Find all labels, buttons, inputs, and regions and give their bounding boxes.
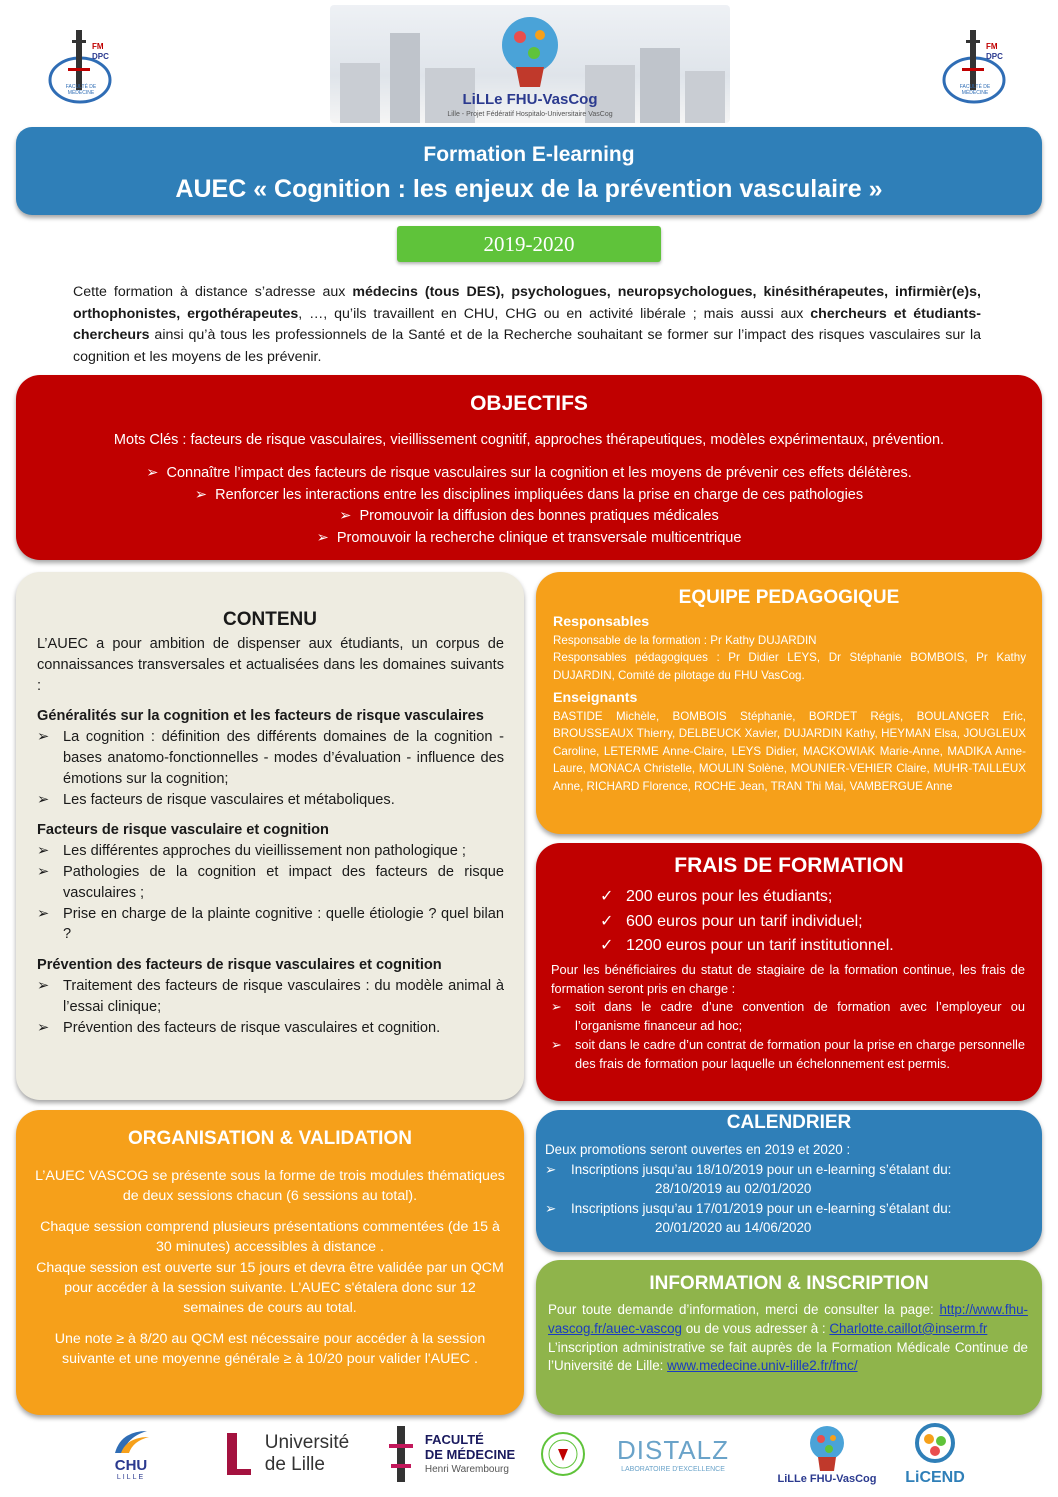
enseignants-list: BASTIDE Michèle, BOMBOIS Stéphanie, BORDET Régis, BOULANGER Eric, BROUSSEAUX Thierry, DELBEUCK Xavier, DUJARDIN Kathy, HEYMAN Elsa, JOUGLEUX Caroline, LETERME Anne-Claire, LEYS Didier, MACKOWIAK Marie-Anne, MADIKA Anne-Laure, MONACA Christelle, MOULIN Solène, MOUNIER-VEHIER Claire, MUHR-TAILLEUX Anne, RICHARD Florence, ROCHE Jean, TRAN Thi Mai, VAMBERGUE Anne <box>553 709 1026 793</box>
responsables-heading: Responsables <box>553 614 650 630</box>
list-item: ✓ 1200 euros pour un tarif institutionnel. <box>600 934 894 959</box>
contenu-intro: L’AUEC a pour ambition de dispenser aux étudiants, un corpus de connaissances transversales et actualisées dans les domaines suivants : <box>37 636 504 694</box>
dpc-label: DPC <box>92 52 109 61</box>
university-label-2: de Lille <box>264 1454 325 1475</box>
fhu-vascog-link[interactable]: http://www.fhu-vascog.fr/auec-vascog <box>548 1302 1028 1336</box>
list-item: ✓ 600 euros pour un tarif individuel; <box>600 910 894 935</box>
equipe-title: EQUIPE PEDAGOGIQUE <box>678 587 900 608</box>
association-seal-logo <box>538 1418 588 1490</box>
frais-title: FRAIS DE FORMATION <box>674 854 904 877</box>
list-item: ➢ La cognition : définition des différents domaines de la cognition - bases anatomo-fonctionnelles - modes d’évaluation - influence des émotions sur la cognition; <box>37 729 504 787</box>
list-item: ➢ Inscriptions jusqu’au 17/01/2019 pour un e-learning s’étalant du: 20/01/2020 au 14/06/2020 <box>545 1199 1035 1238</box>
arrow-bullet-icon: ➢ <box>194 486 216 503</box>
arrow-bullet-icon: ➢ <box>339 508 360 524</box>
intro-text-3: ainsi qu’à tous les professionnels de la Santé et de la Recherche souhaitant se former sur l’impact des risques vasculaires sur la cognition et les moyens de les prévenir. <box>73 327 981 365</box>
check-icon: ✓ <box>600 888 614 905</box>
arrow-bullet-icon: ➢ <box>316 529 337 546</box>
information-body: Pour toute demande d’information, merci de consulter la page: http://www.fhu-vascog.fr/auec-vascog ou de vous adresser à : Charlotte.caillot@inserm.fr L’inscription administrative se fait auprès de la Formation Médicale Continue de l’Université de Lille: www.medecine.univ-lille2.fr/fmc/ <box>548 1302 1028 1374</box>
chu-lille-logo <box>96 1418 166 1490</box>
contenu-title: CONTENU <box>223 609 317 630</box>
intro-audience: médecins (tous DES), psychologues, neuropsychologues, kinésithérapeutes, infirmièr(e)s, orthophonistes, ergothérapeutes <box>73 284 981 322</box>
chu-sub-label: LILLE <box>116 1474 146 1481</box>
information-title: INFORMATION & INSCRIPTION <box>649 1273 929 1294</box>
list-item: ➢ Promouvoir la recherche clinique et transversale multicentrique <box>316 529 742 546</box>
organisation-paragraph: Chaque session comprend plusieurs présentations commentées (de 15 à 30 minutes) accessibles à distance . <box>40 1218 500 1256</box>
contenu-box <box>16 572 524 1100</box>
universite-lille-logo <box>210 1418 360 1490</box>
arrow-bullet-icon: ➢ <box>37 1019 50 1036</box>
organisation-paragraph: Chaque session est ouverte sur 15 jours et devra être validée par un QCM pour accéder à la session suivante. L'AUEC s'étalera donc sur 12 semaines de cours au total. <box>36 1259 504 1317</box>
check-icon: ✓ <box>600 937 614 954</box>
university-label-1: Université <box>264 1432 350 1453</box>
list-item: ➢ soit dans le cadre d’un contrat de formation pour la prise en charge personnelle des frais de formation pour laquelle un échelonnement est permis. <box>551 1036 1025 1071</box>
faculty-tower-icon <box>385 1424 419 1484</box>
calendrier-box <box>536 1110 1042 1252</box>
banner-subtitle: Lille - Projet Fédératif Hospitalo-Universitaire VasCog <box>447 111 613 118</box>
year-badge: 2019-2020 <box>397 226 661 262</box>
intro-text-1: Cette formation à distance s’adresse aux <box>73 284 353 300</box>
arrow-bullet-icon: ➢ <box>37 977 50 994</box>
fmc-label: FM <box>986 42 998 51</box>
chu-swoosh-icon <box>111 1427 151 1457</box>
fhu-label: LiLLe FHU-VasCog <box>777 1473 877 1485</box>
list-item: ➢ Les différentes approches du vieillissement non pathologique ; <box>37 841 504 862</box>
fmc-dpc-logo-left <box>46 28 118 108</box>
list-item: ➢ Prévention des facteurs de risque vasculaires et cognition. <box>37 1018 504 1039</box>
frais-prices <box>600 885 894 959</box>
seal-icon <box>540 1431 586 1477</box>
distalz-label: DISTALZ <box>617 1435 729 1465</box>
organisation-body <box>34 1166 506 1380</box>
fmc-logo-icon <box>940 28 1012 108</box>
list-item: ✓ 200 euros pour les étudiants; <box>600 885 894 910</box>
calendrier-title: CALENDRIER <box>726 1112 852 1133</box>
organisation-paragraph: L’AUEC VASCOG se présente sous la forme de trois modules thématiques de deux sessions chacun (6 sessions au total). <box>35 1168 505 1205</box>
objectifs-box <box>16 375 1042 560</box>
fmc-faculty-label: FACULTÉ DE MÉDECINE <box>65 84 97 96</box>
fmc-dpc-logo-right <box>940 28 1012 108</box>
list-item: ➢ Les facteurs de risque vasculaires et métaboliques. <box>37 790 504 811</box>
calendrier-list <box>545 1160 1035 1238</box>
distalz-logo <box>618 1418 728 1490</box>
licend-label: LiCEND <box>905 1469 965 1486</box>
fmc-link[interactable]: www.medecine.univ-lille2.fr/fmc/ <box>667 1358 858 1374</box>
organisation-title: ORGANISATION & VALIDATION <box>128 1128 412 1149</box>
organisation-box <box>16 1110 524 1415</box>
licend-logo <box>900 1418 970 1490</box>
calendrier-intro: Deux promotions seront ouvertes en 2019 et 2020 : <box>545 1142 851 1157</box>
distalz-sub-label: LABORATOIRE D'EXCELLENCE <box>621 1466 725 1473</box>
information-box <box>536 1260 1042 1415</box>
contenu-body <box>37 634 504 1038</box>
banner-title: LiLLe FHU-VasCog <box>462 91 598 108</box>
brain-head-icon <box>802 1423 852 1473</box>
calendrier-dates: 20/01/2020 au 14/06/2020 <box>655 1220 812 1235</box>
arrow-bullet-icon: ➢ <box>545 1161 557 1177</box>
faculty-label-3: Henri Warembourg <box>424 1463 509 1475</box>
arrow-bullet-icon: ➢ <box>545 1200 557 1216</box>
responsable-formation: Responsable de la formation : Pr Kathy DUJARDIN <box>553 633 817 647</box>
arrow-bullet-icon: ➢ <box>37 729 50 746</box>
objectifs-list <box>16 463 1042 549</box>
frais-text: Pour les bénéficiaires du statut de stagiaire de la formation continue, les frais de formation seront pris en charge : <box>551 962 1025 996</box>
frais-body <box>551 961 1025 1073</box>
equipe-body <box>553 614 1026 795</box>
arrow-bullet-icon: ➢ <box>551 1036 562 1052</box>
title-line-2: AUEC « Cognition : les enjeux de la prévention vasculaire » <box>175 175 883 203</box>
intro-paragraph <box>73 282 981 368</box>
fmc-logo-icon <box>46 28 118 108</box>
contact-email-link[interactable]: Charlotte.caillot@inserm.fr <box>829 1320 988 1336</box>
title-banner <box>16 127 1042 215</box>
list-item: ➢ Pathologies de la cognition et impact des facteurs de risque vasculaires ; <box>37 863 504 901</box>
contenu-section-heading: Prévention des facteurs de risque vasculaires et cognition <box>37 957 442 974</box>
list-item: ➢ Prise en charge de la plainte cognitive : quelle étiologie ? quel bilan ? <box>37 905 504 943</box>
organisation-paragraph: Une note ≥ à 8/20 au QCM est nécessaire pour accéder à la session suivante et une moyenne générale ≥ à 10/20 pour valider l'AUEC . <box>54 1330 486 1368</box>
calendrier-body <box>545 1140 1035 1238</box>
list-item: ➢ Connaître l’impact des facteurs de risque vasculaires sur la cognition et les moyens de prévenir ces effets délétères. <box>146 465 912 481</box>
list-item: ➢ soit dans le cadre d’une convention de formation avec l’employeur ou l’organisme financeur ad hoc; <box>551 999 1025 1034</box>
contenu-section-heading: Généralités sur la cognition et les facteurs de risque vasculaires <box>37 708 484 725</box>
enseignants-heading: Enseignants <box>553 690 638 706</box>
intro-researchers: chercheurs et étudiants-chercheurs <box>73 305 981 343</box>
list-item: ➢ Traitement des facteurs de risque vasculaires : du modèle animal à l’essai clinique; <box>37 977 504 1015</box>
contenu-section-heading: Facteurs de risque vasculaire et cognition <box>37 822 329 839</box>
arrow-bullet-icon: ➢ <box>146 465 167 481</box>
check-icon: ✓ <box>600 912 614 930</box>
fhu-vascog-logo <box>772 1418 882 1490</box>
arrow-bullet-icon: ➢ <box>37 905 50 922</box>
faculty-label-2: DE MÉDECINE <box>424 1446 516 1462</box>
contenu-section-list <box>37 841 504 945</box>
fmc-label: FM <box>92 42 104 51</box>
responsables-pedagogiques: Responsables pédagogiques : Pr Didier LEYS, Dr Stéphanie BOMBOIS, Pr Kathy DUJARDIN, Comité de pilotage du FHU VasCog. <box>553 651 1026 682</box>
fhu-vascog-banner <box>330 5 730 123</box>
licend-head-icon <box>911 1421 959 1469</box>
faculte-medecine-logo <box>380 1418 520 1490</box>
arrow-bullet-icon: ➢ <box>551 999 562 1015</box>
contenu-section-list <box>37 976 504 1038</box>
arrow-bullet-icon: ➢ <box>37 843 50 860</box>
university-emblem-icon <box>221 1429 257 1479</box>
list-item: ➢ Renforcer les interactions entre les disciplines impliquées dans la prise en charge de ces pathologies <box>194 486 864 503</box>
arrow-bullet-icon: ➢ <box>37 863 50 880</box>
title-line-1: Formation E-learning <box>423 143 635 166</box>
objectifs-keywords: Mots Clés : facteurs de risque vasculaires, vieillissement cognitif, approches thérapeutiques, modèles expérimentaux, prévention. <box>113 432 945 448</box>
fmc-faculty-label: FACULTÉ DE MÉDECINE <box>959 84 991 96</box>
calendrier-dates: 28/10/2019 au 02/01/2020 <box>655 1181 812 1196</box>
brain-head-icon <box>490 11 570 91</box>
list-item: ➢ Promouvoir la diffusion des bonnes pratiques médicales <box>339 508 719 524</box>
list-item: ➢ Inscriptions jusqu’au 18/10/2019 pour un e-learning s’étalant du: 28/10/2019 au 02/01/2020 <box>545 1160 1035 1199</box>
contenu-section-list <box>37 727 504 810</box>
equipe-box <box>536 572 1042 834</box>
chu-label: CHU <box>114 1457 148 1474</box>
arrow-bullet-icon: ➢ <box>37 791 50 808</box>
objectifs-title: OBJECTIFS <box>470 392 588 415</box>
dpc-label: DPC <box>986 52 1003 61</box>
faculty-label-1: FACULTÉ <box>424 1431 484 1447</box>
frais-box <box>536 843 1042 1101</box>
frais-list <box>551 998 1025 1073</box>
intro-text-2: , …, qu’ils travaillent en CHU, CHG ou en activité libérale ; mais aussi aux <box>298 305 811 322</box>
